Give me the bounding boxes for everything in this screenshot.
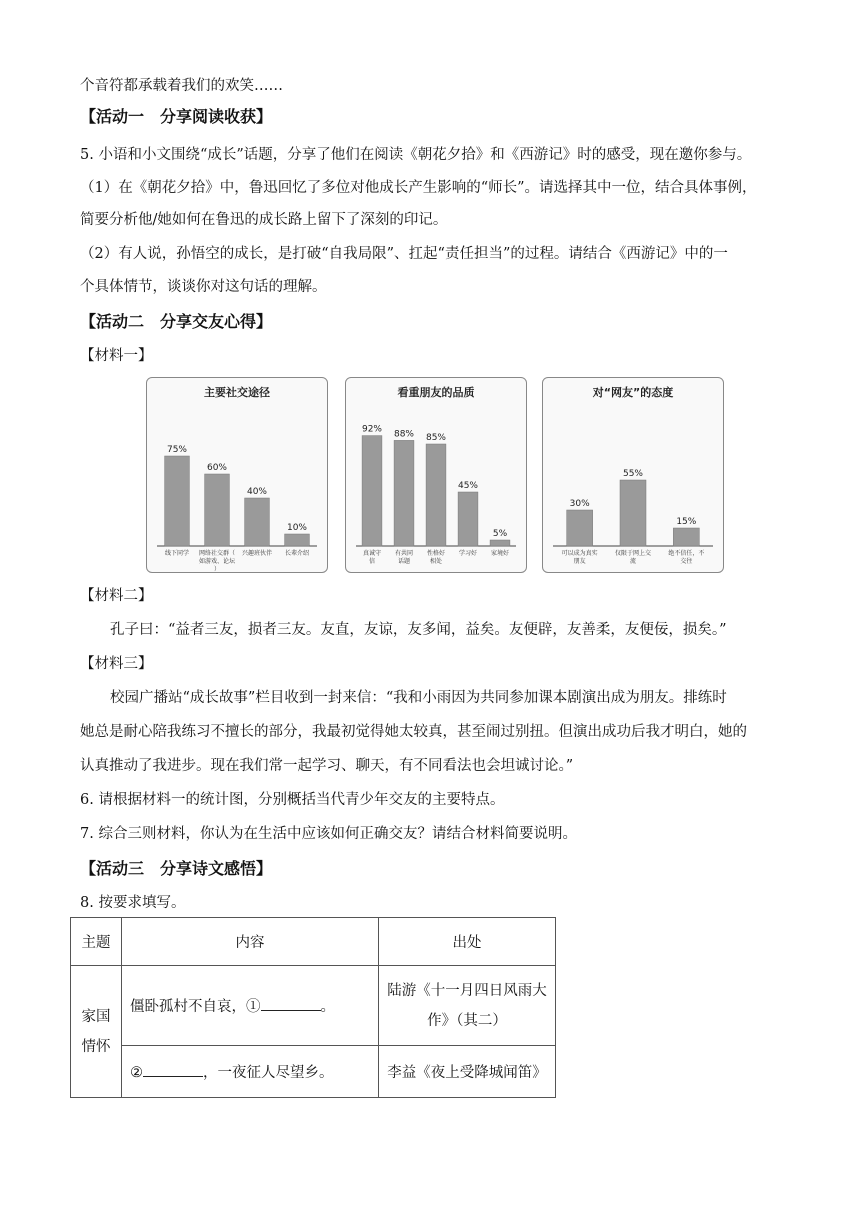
bar xyxy=(426,444,446,546)
table-row xyxy=(71,1046,556,1098)
content-cell xyxy=(122,966,379,1046)
category-label: 流 xyxy=(629,558,637,565)
bar-chart xyxy=(346,378,526,572)
category-label: 性格好 xyxy=(426,550,446,557)
data-label: 45% xyxy=(457,481,479,491)
data-label: 75% xyxy=(166,445,188,455)
section-header-activity-2: 【活动二 分享交友心得】 xyxy=(80,312,273,331)
bar xyxy=(285,534,310,546)
data-label: 40% xyxy=(246,487,268,497)
bar xyxy=(490,540,510,546)
bar xyxy=(205,474,230,546)
data-label: 10% xyxy=(286,523,308,533)
answer-blank-2[interactable] xyxy=(143,1062,203,1077)
data-label: 15% xyxy=(676,517,697,527)
material-1-label: 【材料一】 xyxy=(80,348,153,364)
answer-blank-1[interactable] xyxy=(261,996,321,1011)
section-header-activity-3: 【活动三 分享诗文感悟】 xyxy=(80,859,273,878)
question-8: 8. 按要求填写。 xyxy=(80,895,186,911)
bar xyxy=(394,440,414,546)
bar xyxy=(245,498,270,546)
category-label: 学习好 xyxy=(458,550,478,557)
question-7: 7. 综合三则材料，你认为在生活中应该如何正确交友？请结合材料简要说明。 xyxy=(80,826,577,842)
material-3-label: 【材料三】 xyxy=(80,656,153,672)
section-header-activity-1: 【活动一 分享阅读收获】 xyxy=(80,107,273,126)
category-label: 线下同学 xyxy=(164,550,190,557)
data-label: 5% xyxy=(492,529,508,539)
chart-title: 主要社交途径 xyxy=(204,386,270,399)
table-row xyxy=(71,966,556,1046)
category-label: 话题 xyxy=(397,558,411,565)
source-cell: 李益《夜上受降城闻笛》 xyxy=(379,1046,556,1098)
chart-box xyxy=(146,377,328,573)
question-5: 5. 小语和小文围绕“成长”话题，分享了他们在阅读《朝花夕拾》和《西游记》时的感受，现在邀你参与。 xyxy=(80,147,752,163)
material-3-text-cont: 她总是耐心陪我练习不擅长的部分，我最初觉得她太较真，甚至闹过别扭。但演出成功后我才明白，她的 xyxy=(80,724,747,740)
data-label: 85% xyxy=(425,433,447,443)
category-label: 有共同 xyxy=(394,550,414,557)
category-label: 家境好 xyxy=(490,550,510,557)
category-label: 绝不信任，不 xyxy=(668,550,705,557)
source-cell: 陆游《十一月四日风雨大作》（其二） xyxy=(379,966,556,1046)
category-label: 信 xyxy=(368,558,376,565)
material-2-text: 孔子曰：“益者三友，损者三友。友直，友谅，友多闻，益矣。友便辟，友善柔，友便佞，损矣。” xyxy=(110,622,727,638)
category-label: 朋友 xyxy=(573,558,586,565)
category-label: 交往 xyxy=(680,558,693,565)
category-label: 长辈介绍 xyxy=(284,550,310,557)
content-text: ② xyxy=(130,1065,143,1081)
poem-table xyxy=(70,917,556,1098)
bar xyxy=(362,436,382,546)
category-label: 网络社交群（ xyxy=(198,550,236,557)
question-5-2: （2）有人说，孙悟空的成长，是打破“自我局限”、扛起“责任担当”的过程。请结合《西游记》中的一 xyxy=(80,246,728,262)
content-cell xyxy=(122,1046,379,1098)
bar-chart xyxy=(543,378,723,572)
data-label: 60% xyxy=(206,463,228,473)
data-label: 30% xyxy=(569,499,590,509)
category-label: ） xyxy=(213,566,221,572)
content-text: 。 xyxy=(320,999,335,1015)
statistics-charts xyxy=(146,377,726,573)
data-label: 88% xyxy=(393,429,415,440)
material-3-text: 校园广播站“成长故事”栏目收到一封来信：“我和小雨因为共同参加课本剧演出成为朋友。排练时 xyxy=(110,690,727,706)
chart-title: 看重朋友的品质 xyxy=(397,386,475,399)
bar xyxy=(567,510,593,546)
chart-box xyxy=(345,377,527,573)
chart-title: 对“网友”的态度 xyxy=(592,386,674,399)
bar xyxy=(673,528,699,546)
table-header-cell: 主题 xyxy=(71,918,122,966)
material-3-text-cont: 认真推动了我进步。现在我们常一起学习、聊天，有不同看法也会坦诚讨论。” xyxy=(80,758,574,774)
category-label: 真诚守 xyxy=(362,550,382,557)
bar xyxy=(165,456,190,546)
table-header-row xyxy=(71,918,556,966)
bar xyxy=(458,492,478,546)
data-label: 55% xyxy=(622,469,644,479)
table-header-cell: 出处 xyxy=(379,918,556,966)
question-5-1-cont: 简要分析他/她如何在鲁迅的成长路上留下了深刻的印记。 xyxy=(80,212,448,228)
material-2-label: 【材料二】 xyxy=(80,588,153,604)
category-label: 兴趣班伙伴 xyxy=(241,550,273,557)
text-line: 个音符都承载着我们的欢笑…… xyxy=(80,78,283,94)
data-label: 92% xyxy=(361,424,383,435)
category-label: 相处 xyxy=(429,558,443,565)
content-text: ，一夜征人尽望乡。 xyxy=(203,1065,334,1081)
question-5-2-cont: 个具体情节，谈谈你对这句话的理解。 xyxy=(80,279,327,295)
bar xyxy=(620,480,646,546)
category-label: 如游戏、论坛 xyxy=(198,558,236,565)
category-label: 仅限于网上交 xyxy=(614,550,652,557)
chart-box xyxy=(542,377,724,573)
table-header-cell: 内容 xyxy=(122,918,379,966)
question-6: 6. 请根据材料一的统计图，分别概括当代青少年交友的主要特点。 xyxy=(80,792,505,808)
category-label: 可以成为真实 xyxy=(561,550,598,557)
question-5-1: （1）在《朝花夕拾》中，鲁迅回忆了多位对他成长产生影响的“师长”。请选择其中一位，结合具体事例， xyxy=(80,180,757,196)
bar-chart xyxy=(147,378,327,572)
theme-cell: 家国情怀 xyxy=(71,966,122,1098)
content-text: 僵卧孤村不自哀，① xyxy=(130,999,261,1015)
